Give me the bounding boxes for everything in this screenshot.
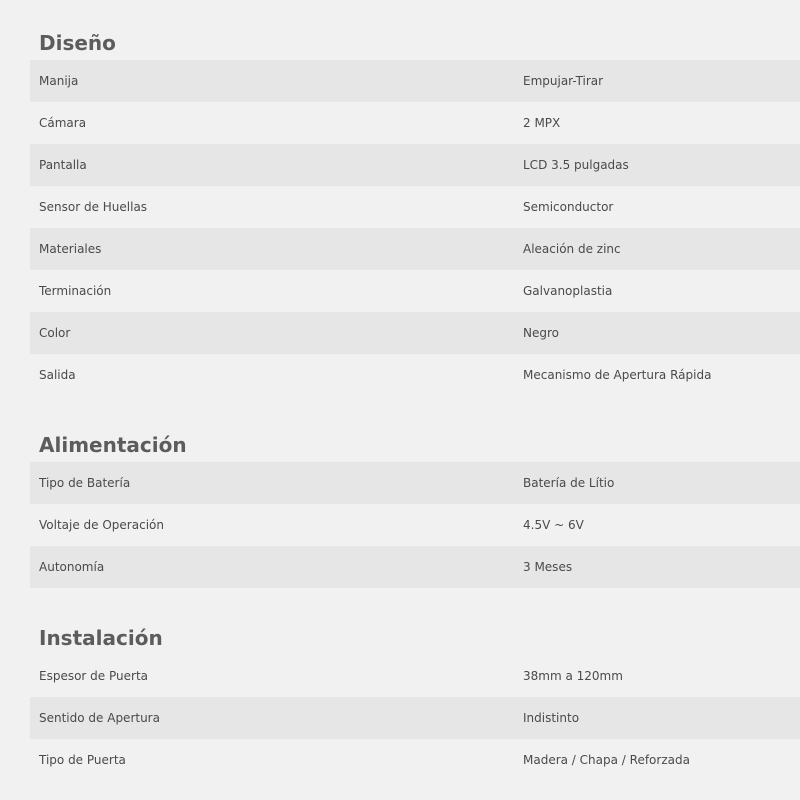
spec-label: Manija: [39, 74, 79, 88]
spec-value: 2 MPX: [523, 116, 561, 130]
spec-row: [30, 504, 800, 546]
spec-row: [30, 697, 800, 739]
spec-label: Cámara: [39, 116, 87, 130]
spec-row: [30, 144, 800, 186]
spec-label: Pantalla: [39, 158, 87, 172]
spec-value: Negro: [523, 326, 559, 340]
spec-value: Empujar-Tirar: [523, 74, 604, 88]
spec-row: [30, 655, 800, 697]
spec-row: [30, 312, 800, 354]
section-title-power: Alimentación: [39, 433, 187, 457]
spec-value: 4.5V ~ 6V: [523, 518, 584, 532]
spec-value: Indistinto: [523, 711, 580, 725]
spec-row: [30, 462, 800, 504]
spec-row: [30, 228, 800, 270]
spec-value: 38mm a 120mm: [523, 669, 623, 683]
spec-row: [30, 546, 800, 588]
spec-label: Color: [39, 326, 71, 340]
spec-row: [30, 739, 800, 781]
spec-label: Tipo de Puerta: [39, 753, 126, 767]
spec-row: [30, 354, 800, 396]
spec-value: Galvanoplastia: [523, 284, 613, 298]
spec-label: Espesor de Puerta: [39, 669, 148, 683]
spec-value: Madera / Chapa / Reforzada: [523, 753, 690, 767]
spec-label: Terminación: [39, 284, 112, 298]
spec-label: Sensor de Huellas: [39, 200, 148, 214]
section-installation: [30, 621, 800, 781]
spec-label: Salida: [39, 368, 76, 382]
spec-value: 3 Meses: [523, 560, 573, 574]
spec-row: [30, 102, 800, 144]
spec-value: Mecanismo de Apertura Rápida: [523, 368, 712, 382]
spec-label: Sentido de Apertura: [39, 711, 160, 725]
spec-label: Voltaje de Operación: [39, 518, 164, 532]
spec-row: [30, 186, 800, 228]
section-design: [30, 26, 800, 396]
spec-row: [30, 60, 800, 102]
spec-row: [30, 270, 800, 312]
section-title-design: Diseño: [39, 31, 116, 55]
section-power: [30, 428, 800, 588]
spec-label: Materiales: [39, 242, 102, 256]
spec-value: Batería de Lítio: [523, 476, 615, 490]
spec-label: Tipo de Batería: [39, 476, 131, 490]
section-title-installation: Instalación: [39, 626, 163, 650]
spec-label: Autonomía: [39, 560, 105, 574]
spec-value: LCD 3.5 pulgadas: [523, 158, 629, 172]
spec-value: Aleación de zinc: [523, 242, 621, 256]
spec-value: Semiconductor: [523, 200, 614, 214]
